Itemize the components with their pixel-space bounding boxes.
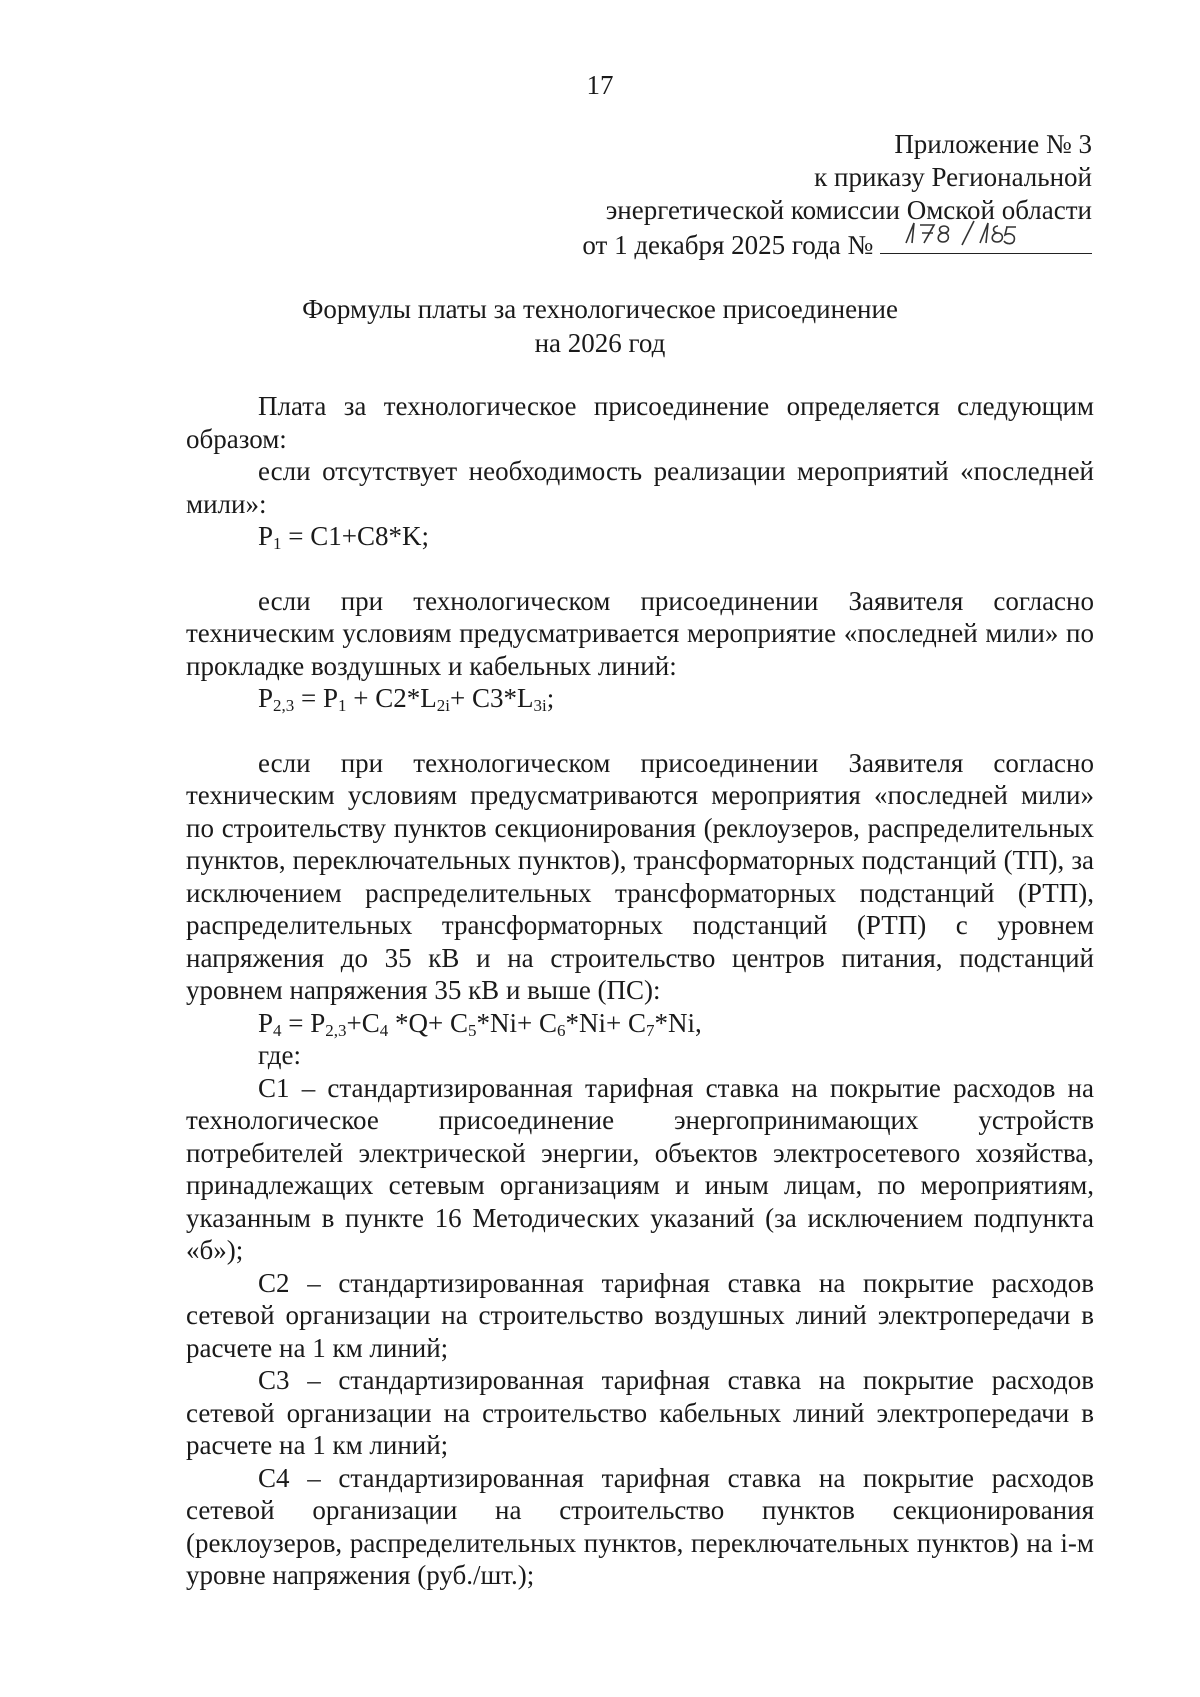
- where-label: где:: [258, 1040, 301, 1070]
- appendix-header: [582, 128, 1092, 262]
- spacer: [186, 715, 1094, 747]
- handwritten-number-icon: [900, 217, 1020, 251]
- case-1-paragraph: если отсутствует необходимость реализации мероприятий «последней мили»:: [186, 456, 1094, 519]
- spacer: [186, 553, 1094, 585]
- case-2-paragraph: если при технологическом присоединении Заявителя согласно техническим условиям предусматривается мероприятие «последней мили» по прокладке воздушных и кабельных линий:: [186, 585, 1094, 681]
- formula-p4: $P_4 = P_{2,3}+C_4$ $*Q+ C_5*Ni+ C_6*Ni+ C_7*Ni$,: [258, 1007, 702, 1040]
- definition-c2: С2 – стандартизированная тарифная ставка на покрытие расходов сетевой организации на строительство воздушных линий электропередачи в расчете на 1 км линий;: [186, 1267, 1094, 1363]
- appendix-line-3: энергетической комиссии Омской области: [605, 195, 1092, 225]
- page-number: 17: [586, 70, 614, 100]
- document-title: [0, 292, 1200, 360]
- formula-p23: $P_{2,3} = P_1 + C2*L_{2i}+ C3*L_{3i}$;: [258, 683, 555, 715]
- appendix-line-1: Приложение № 3: [894, 129, 1092, 159]
- order-date: от 1 декабря 2025 года №: [582, 230, 874, 260]
- definition-c3: С3 – стандартизированная тарифная ставка на покрытие расходов сетевой организации на строительство кабельных линий электропередачи в расчете на 1 км линий;: [186, 1365, 1094, 1460]
- handwritten-order-number: [880, 227, 1092, 254]
- formula-p1: $P_1 = C1+C8*K$;: [258, 521, 430, 553]
- document-body: [186, 390, 1094, 1592]
- title-line-1: Формулы платы за технологическое присоединение: [302, 294, 898, 324]
- definition-c1: С1 – стандартизированная тарифная ставка на покрытие расходов на технологическое присоединение энергопринимающих устройств потребителей электрической энергии, объектов электросетевого хозяйства, принадлежащих сетевым организациям и иным лицам, по мероприятиям, указанным в пункте 16 Методических указаний (за исключением подпункта «б»);: [186, 1072, 1094, 1265]
- intro-paragraph: Плата за технологическое присоединение определяется следующим образом:: [186, 391, 1094, 454]
- case-3-paragraph: если при технологическом присоединении Заявителя согласно техническим условиям предусматриваются мероприятия «последней мили» по строительству пунктов секционирования (реклоузеров, распределительных пунктов, переключательных пунктов), трансформаторных подстанций (ТП), за исключением распределительных трансформаторных подстанций (РТП), распределительных трансформаторных подстанций (РТП) с уровнем напряжения до 35 кВ и на строительство центров питания, подстанций уровнем напряжения 35 кВ и выше (ПС):: [186, 747, 1094, 1005]
- appendix-line-4: [582, 227, 1092, 262]
- appendix-line-2: к приказу Региональной: [814, 162, 1092, 192]
- title-line-2: на 2026 год: [534, 328, 666, 358]
- definition-c4: С4 – стандартизированная тарифная ставка на покрытие расходов сетевой организации на строительство пунктов секционирования (реклоузеров, распределительных пунктов, переключательных пунктов) на i-м уровне напряжения (руб./шт.);: [186, 1462, 1094, 1590]
